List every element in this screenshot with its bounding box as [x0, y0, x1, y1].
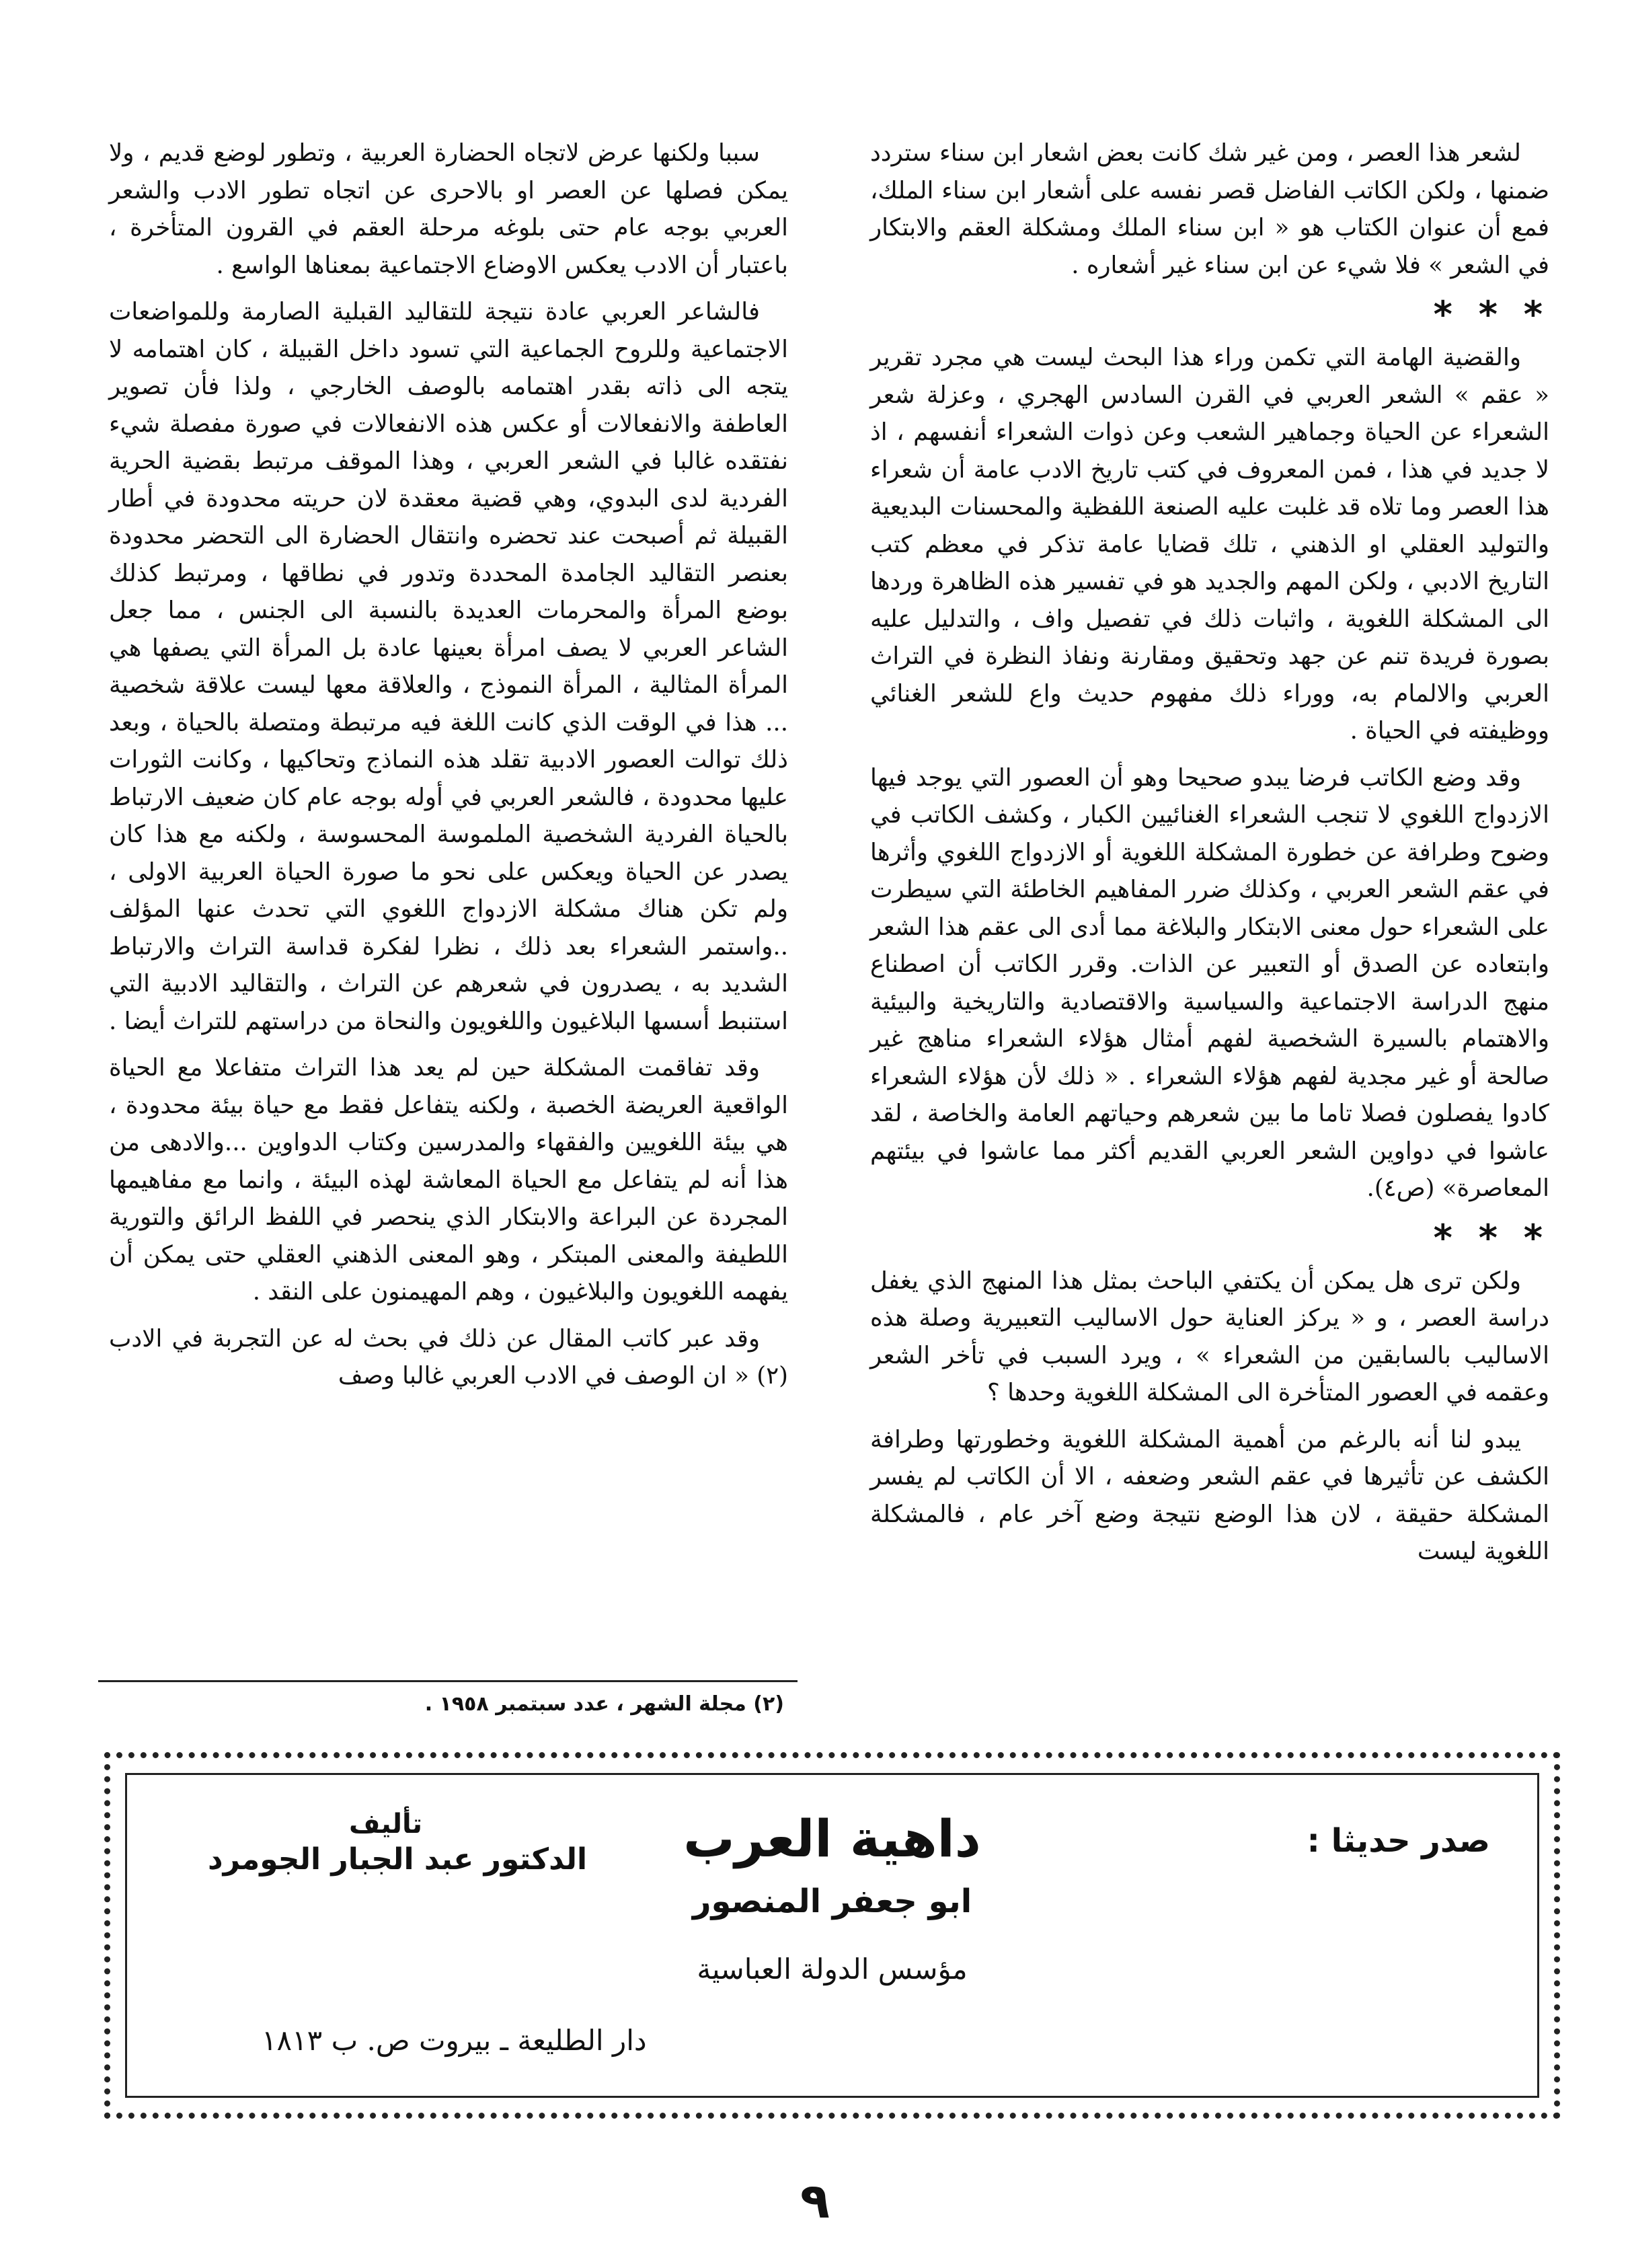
author-name: الدكتور عبد الجبار الجومرد: [208, 1842, 588, 1877]
paragraph: وقد وضع الكاتب فرضا يبدو صحيحا وهو أن العصور التي يوجد فيها الازدواج اللغوي لا تنجب الشعراء الغنائيين الكبار ، وكشف الكاتب في وضوح وطرافة عن خطورة المشكلة اللغوية أو الازدواج اللغوي وأثرها في عقم الشعر العربي ، وكذلك ضرر المفاهيم الخاطئة التي سيطرت على الشعراء حول معنى الابتكار والبلاغة مما أدى الى عقم هذا الشعر وابتعاده عن الصدق أو التعبير عن الذات. وقرر الكاتب أن اصطناع منهج الدراسة الاجتماعية والسياسية والاقتصادية والتاريخية والبيئية والاهتمام بالسيرة الشخصية لفهم أمثال هؤلاء الشعراء مناهج غير صالحة أو غير مجدية لفهم هؤلاء الشعراء . « ذلك لأن هؤلاء الشعراء كادوا يفصلون فصلا تاما ما بين شعرهم وحياتهم العامة والخاصة ، لقد عاشوا في دواوين الشعر العربي القديم أكثر مما عاشوا في بيئتهم المعاصرة» (ص٤).: [870, 763, 1549, 1202]
article-column-right: [870, 135, 1549, 1580]
paragraph: والقضية الهامة التي تكمن وراء هذا البحث ليست هي مجرد تقرير « عقم » الشعر العربي في القرن السادس الهجري ، وعزلة شعر الشعراء عن الحياة وجماهير الشعب وعن ذوات الشعراء أنفسهم ، اذ لا جديد في هذا ، فمن المعروف في كتب تاريخ الادب عامة أن شعراء هذا العصر وما تلاه قد غلبت عليه الصنعة اللفظية والمحسنات البديعية والتوليد العقلي او الذهني ، تلك قضايا عامة تذكر في معظم كتب التاريخ الادبي ، ولكن المهم والجديد هو في تفسير هذه الظاهرة وردها الى المشكلة اللغوية ، واثبات ذلك في تفصيل واف ، والتدليل عليه بصورة فريدة تنم عن جهد وتحقيق ومقارنة ونفاذ النظرة في التراث العربي والالمام به، ووراء ذلك مفهوم حديث واع للشعر الغنائي ووظيفته في الحياة .: [870, 344, 1549, 745]
book-title: داهية العرب: [683, 1809, 981, 1868]
paragraph: وقد تفاقمت المشكلة حين لم يعد هذا التراث متفاعلا مع الحياة الواقعية العريضة الخصبة ، ولكنه يتفاعل فقط مع حياة بيئة محدودة ، هي بيئة اللغويين والفقهاء والمدرسين وكتاب الدواوين ...والادهى من هذا أنه لم يتفاعل مع الحياة المعاشة لهذه البيئة ، وانما مع مفاهيمها المجردة عن البراعة والابتكار الذي ينحصر في اللفظ الرائق والتورية اللطيفة والمعنى المبتكر ، وهو المعنى الذهني العقلي حتى يمكن أن يفهمه اللغويون والبلاغيون ، وهم المهيمنون على النقد .: [109, 1054, 788, 1306]
paragraph: يبدو لنا أنه بالرغم من أهمية المشكلة اللغوية وخطورتها وطرافة الكشف عن تأثيرها في عقم الشعر وضعفه ، الا أن الكاتب لم يفسر المشكلة حقيقة ، لان هذا الوضع نتيجة وضع آخر عام ، فالمشكلة اللغوية ليست: [870, 1425, 1549, 1565]
paragraph: فالشاعر العربي عادة نتيجة للتقاليد القبلية الصارمة وللمواضعات الاجتماعية وللروح الجماعية التي تسود داخل القبيلة ، كان اهتمامه لا يتجه الى ذاته بقدر اهتمامه بالوصف الخارجي ، ولذا فأن تصوير العاطفة والانفعالات أو عكس هذه الانفعالات في صورة مفصلة شيء نفتقده غالبا في الشعر العربي ، وهذا الموقف مرتبط بقضية الحرية الفردية لدى البدوي، وهي قضية معقدة لان حريته محدودة في أطار القبيلة ثم أصبحت عند تحضره وانتقال الحضارة الى التحضر محدودة بعنصر التقاليد الجامدة المحددة وتدور في نطاقها ، ومرتبط كذلك بوضع المرأة والمحرمات العديدة بالنسبة الى الجنس ، مما جعل الشاعر العربي لا يصف امرأة بعينها عادة بل المرأة التي يصفها هي المرأة المثالية ، المرأة النموذج ، والعلاقة معها ليست علاقة شخصية ... هذا في الوقت الذي كانت اللغة فيه مرتبطة ومتصلة بالحياة ، وبعد ذلك توالت العصور الادبية تقلد هذه النماذج وتحاكيها ، وكانت الثورات عليها محدودة ، فالشعر العربي في أوله بوجه عام كان ضعيف الارتباط بالحياة الفردية الشخصية الملموسة المحسوسة ، ولكنه مع هذا كان يصدر عن الحياة ويعكس على نحو ما صورة الحياة العربية الاولى ، ولم تكن هناك مشكلة الازدواج اللغوي التي تحدث عنها المؤلف ..واستمر الشعراء بعد ذلك ، نظرا لفكرة قداسة التراث والارتباط الشديد به ، يصدرون في شعرهم عن التراث ، والتقاليد الادبية التي استنبط أسسها البلاغيون واللغويون والنحاة من دراستهم للتراث أيضا .: [109, 298, 788, 1035]
book-subtitle: ابو جعفر المنصور: [692, 1883, 972, 1920]
book-advertisement: [104, 1752, 1560, 2119]
advertisement-frame: [125, 1773, 1539, 2098]
article-column-left: [109, 135, 788, 1404]
footnote-divider: [98, 1680, 798, 1682]
page-number: ٩: [800, 2172, 830, 2229]
paragraph: وقد عبر كاتب المقال عن ذلك في بحث له عن التجربة في الادب (٢) « ان الوصف في الادب العربي غالبا وصف: [109, 1324, 788, 1390]
publisher-info: دار الطليعة ـ بيروت ص. ب ١٨١٣: [262, 2024, 647, 2057]
book-description: مؤسس الدولة العباسية: [697, 1953, 968, 1986]
author-label: تأليف: [349, 1809, 423, 1840]
footnote: (٢) مجلة الشهر ، عدد سبتمبر ١٩٥٨ .: [424, 1692, 784, 1716]
ad-label: صدر حديثا :: [1307, 1822, 1490, 1860]
paragraph: لشعر هذا العصر ، ومن غير شك كانت بعض اشعار ابن سناء ستردد ضمنها ، ولكن الكاتب الفاضل قصر نفسه على أشعار ابن سناء الملك، فمع أن عنوان الكتاب هو « ابن سناء الملك ومشكلة العقم والابتكار في الشعر » فلا شيء عن ابن سناء غير أشعاره .: [870, 139, 1549, 279]
section-separator: * * *: [1433, 293, 1549, 336]
paragraph: سببا ولكنها عرض لاتجاه الحضارة العربية ، وتطور لوضع قديم ، ولا يمكن فصلها عن العصر او بالاحرى عن اتجاه تطور الادب والشعر العربي بوجه عام حتى بلوغه مرحلة العقم في القرون المتأخرة ، باعتبار أن الادب يعكس الاوضاع الاجتماعية بمعناها الواسع .: [109, 139, 788, 279]
section-separator: * * *: [1433, 1216, 1549, 1259]
paragraph: ولكن ترى هل يمكن أن يكتفي الباحث بمثل هذا المنهج الذي يغفل دراسة العصر ، و « يركز العناية حول الاساليب التعبيرية وصلة هذه الاساليب بالسابقين من الشعراء » ، ويرد السبب في تأخر الشعر وعقمه في العصور المتأخرة الى المشكلة اللغوية وحدها ؟: [870, 1267, 1549, 1406]
